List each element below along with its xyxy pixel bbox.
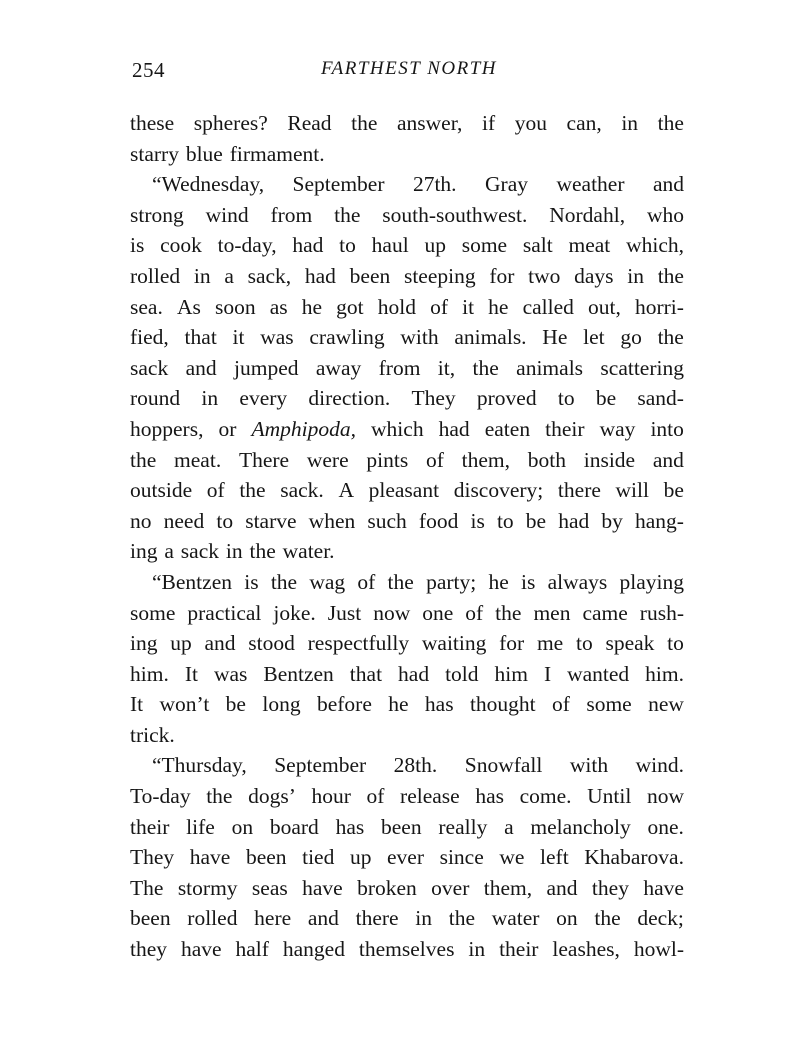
body-text	[130, 108, 684, 965]
text-line: “Wednesday, September 27th. Gray weather and	[152, 172, 684, 197]
text-line: the meat. There were pints of them, both inside and	[130, 447, 684, 472]
text-line: The stormy seas have broken over them, and they have	[130, 875, 684, 900]
text-line: fied, that it was crawling with animals. He let go the	[130, 325, 684, 350]
text-line: sack and jumped away from it, the animals scattering	[130, 355, 684, 380]
text-line: strong wind from the south-southwest. Nordahl, who	[130, 202, 684, 227]
text-line: him. It was Bentzen that had told him I wanted him.	[130, 661, 684, 686]
text-line: is cook to-day, had to haul up some salt meat which,	[130, 233, 684, 258]
text-line: trick.	[130, 722, 175, 747]
text-line: their life on board has been really a melancholy one.	[130, 814, 684, 839]
running-title: FARTHEST NORTH	[320, 58, 498, 79]
text-line: It won’t be long before he has thought of some new	[130, 692, 684, 717]
text-line: ing up and stood respectfully waiting for me to speak to	[130, 631, 684, 656]
text-line: they have half hanged themselves in their leashes, howl-	[130, 937, 684, 962]
text-line: outside of the sack. A pleasant discovery; there will be	[130, 478, 684, 503]
text-line: hoppers, or Amphipoda, which had eaten their way into	[130, 416, 684, 441]
text-line: sea. As soon as he got hold of it he called out, horri-	[130, 294, 684, 319]
text-line: rolled in a sack, had been steeping for two days in the	[130, 263, 684, 288]
text-line: no need to starve when such food is to be had by hang-	[130, 508, 684, 533]
text-line: starry blue firmament.	[130, 141, 325, 166]
text-line: ing a sack in the water.	[130, 539, 335, 564]
text-line: been rolled here and there in the water on the deck;	[130, 906, 684, 931]
text-line: “Bentzen is the wag of the party; he is always playing	[152, 569, 684, 594]
text-line: To-day the dogs’ hour of release has come. Until now	[130, 784, 684, 809]
page-number: 254	[132, 58, 165, 82]
text-line: some practical joke. Just now one of the men came rush-	[130, 600, 684, 625]
text-line: “Thursday, September 28th. Snowfall with wind.	[152, 753, 684, 778]
running-head	[132, 58, 686, 86]
text-line: round in every direction. They proved to be sand-	[130, 386, 684, 411]
text-line: They have been tied up ever since we left Khabarova.	[130, 845, 684, 870]
text-line: these spheres? Read the answer, if you can, in the	[130, 111, 684, 135]
